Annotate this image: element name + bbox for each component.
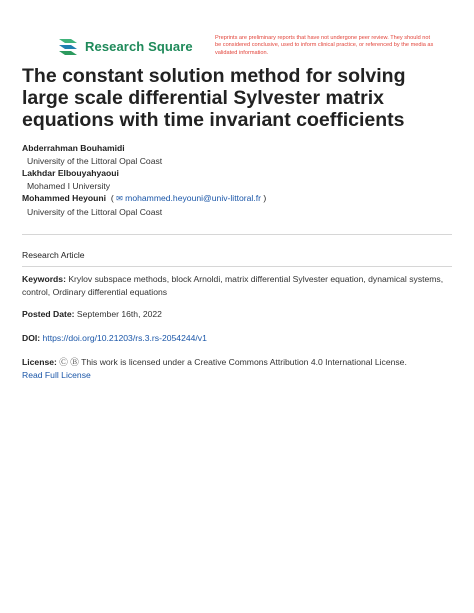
- author-affiliation: University of the Littoral Opal Coast: [27, 155, 163, 166]
- envelope-icon: ✉: [116, 194, 123, 203]
- doi: [22, 332, 452, 345]
- research-square-logo-icon: [57, 36, 79, 56]
- author-with-contact: [22, 192, 266, 206]
- close-paren: ): [263, 193, 267, 203]
- author-affiliation: Mohamed I University: [27, 180, 111, 191]
- author-name: Lakhdar Elbouyahyaoui: [22, 168, 119, 178]
- doi-link[interactable]: https://doi.org/10.21203/rs.3.rs-2054244/v1: [42, 333, 207, 343]
- author-email-link[interactable]: mohammed.heyouni@univ-littoral.fr: [125, 193, 261, 203]
- open-paren: (: [108, 193, 114, 203]
- research-square-logo[interactable]: [57, 36, 193, 56]
- author-list: [22, 142, 266, 218]
- read-full-license-link[interactable]: Read Full License: [22, 369, 91, 380]
- keywords-text: Krylov subspace methods, block Arnoldi, matrix differential Sylvester equation, dynamical systems, control, Ordinary differential equations: [22, 274, 444, 297]
- article-type: Research Article: [22, 250, 85, 260]
- paper-title: The constant solution method for solving large scale differential Sylvester matrix equations with time invariant coefficients: [22, 65, 406, 131]
- license-label: License:: [22, 357, 57, 367]
- license: [22, 356, 452, 382]
- license-text: This work is licensed under a Creative Commons Attribution 4.0 International License.: [81, 357, 407, 367]
- brand-name: Research Square: [85, 38, 193, 54]
- posted-date-label: Posted Date:: [22, 309, 75, 319]
- section-divider: [22, 234, 452, 235]
- cc-by-icon: Ⓒ Ⓑ: [59, 357, 79, 367]
- doi-label: DOI:: [22, 333, 41, 343]
- author-name: Abderrahman Bouhamidi: [22, 143, 125, 153]
- keywords-label: Keywords:: [22, 274, 66, 284]
- section-divider: [22, 266, 452, 267]
- posted-date: [22, 308, 452, 321]
- posted-date-value: September 16th, 2022: [76, 309, 162, 319]
- author-affiliation: University of the Littoral Opal Coast: [27, 206, 163, 217]
- author-name: Mohammed Heyouni: [22, 193, 107, 203]
- preprint-disclaimer: Preprints are preliminary reports that have not undergone peer review. They should not be considered conclusive, used to inform clinical practice, or referenced by the media as validated information.: [215, 35, 434, 56]
- keywords: [22, 273, 452, 299]
